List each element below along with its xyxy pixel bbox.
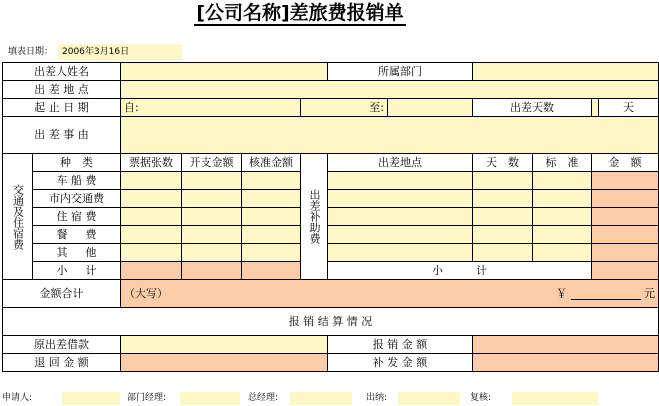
allowance-standard-cell[interactable] [533, 190, 592, 208]
purpose-label: 出 差 事 由 [3, 117, 121, 154]
spent-cell[interactable] [182, 208, 242, 226]
approved-subtotal [242, 262, 301, 280]
form-title-text: [公司名称]差旅费报销单 [196, 2, 404, 24]
receipts-cell[interactable] [121, 208, 182, 226]
settlement-heading: 报 销 结 算 情 况 [3, 308, 659, 336]
allowance-amount-cell [592, 190, 659, 208]
approved-cell[interactable] [242, 226, 301, 244]
allowance-standard-cell[interactable] [533, 244, 592, 262]
date-from-field[interactable] [121, 99, 301, 117]
location-field[interactable] [121, 81, 659, 99]
allowance-standard-header: 标 准 [533, 154, 592, 172]
expense-header-row [3, 154, 659, 172]
receipts-cell[interactable] [121, 226, 182, 244]
allowance-standard-cell[interactable] [533, 226, 592, 244]
receipts-subtotal [121, 262, 182, 280]
expense-item-row [3, 244, 659, 262]
period-row [3, 99, 659, 117]
traveler-row [3, 63, 659, 81]
dept-manager-field[interactable] [180, 392, 240, 405]
expense-form-table [2, 62, 659, 372]
spent-cell[interactable] [182, 244, 242, 262]
settlement-row [3, 336, 659, 354]
allowance-days-cell[interactable] [473, 244, 533, 262]
total-label: 金额合计 [3, 280, 121, 308]
item-label: 其 他 [33, 244, 121, 262]
item-label: 车 船 费 [33, 172, 121, 190]
approved-cell[interactable] [242, 244, 301, 262]
spent-subtotal [182, 262, 242, 280]
dept-manager-label: 部门经理: [127, 393, 167, 403]
reviewer-field[interactable] [512, 392, 598, 405]
yen-symbol: ￥ [556, 286, 567, 300]
refund-field [121, 354, 328, 372]
date-label: 填表日期： [8, 47, 54, 57]
yuan-unit: 元 [644, 286, 655, 300]
allowance-amount-cell [592, 172, 659, 190]
date-field[interactable]: 2006年3月16日 [58, 44, 182, 60]
allowance-standard-cell[interactable] [533, 172, 592, 190]
subtotal-row [3, 262, 659, 280]
signature-footer [0, 392, 600, 406]
cashier-field[interactable] [398, 392, 460, 405]
item-label: 餐 费 [33, 226, 121, 244]
receipts-cell[interactable] [121, 244, 182, 262]
allowance-days-cell[interactable] [473, 208, 533, 226]
gm-field[interactable] [290, 392, 352, 405]
department-label: 所属部门 [328, 63, 473, 81]
reimburse-label: 报 销 金 额 [328, 336, 473, 354]
days-field[interactable] [592, 99, 599, 117]
allowance-days-cell[interactable] [473, 172, 533, 190]
from-label: 自: [124, 100, 139, 114]
receipts-cell[interactable] [121, 172, 182, 190]
approved-cell[interactable] [242, 172, 301, 190]
approved-header: 核准金额 [242, 154, 301, 172]
allowance-amount-cell [592, 208, 659, 226]
item-label: 市内交通费 [33, 190, 121, 208]
approved-cell[interactable] [242, 208, 301, 226]
allowance-location-cell[interactable] [328, 208, 473, 226]
total-field [121, 280, 659, 308]
advance-field[interactable] [121, 336, 328, 354]
purpose-row [3, 117, 659, 154]
item-label: 住 宿 费 [33, 208, 121, 226]
capital-label: （大写） [124, 286, 168, 300]
total-amount-line [571, 287, 641, 300]
form-title [0, 0, 600, 30]
allowance-days-cell[interactable] [473, 226, 533, 244]
expense-item-row [3, 172, 659, 190]
allowance-section-label: 出差补助费 [301, 154, 328, 280]
allowance-location-cell[interactable] [328, 244, 473, 262]
department-field[interactable] [473, 63, 659, 81]
expense-item-row [3, 190, 659, 208]
allowance-days-header: 天 数 [473, 154, 533, 172]
expense-item-row [3, 208, 659, 226]
allowance-location-header: 出差地点 [328, 154, 473, 172]
spent-cell[interactable] [182, 172, 242, 190]
spent-header: 开支金额 [182, 154, 242, 172]
reviewer-label: 复核: [470, 393, 492, 403]
settlement-row [3, 354, 659, 372]
cashier-label: 出纳: [366, 393, 388, 403]
receipts-cell[interactable] [121, 190, 182, 208]
spent-cell[interactable] [182, 190, 242, 208]
reimburse-field [473, 336, 659, 354]
day-unit: 天 [599, 99, 659, 117]
allowance-standard-cell[interactable] [533, 208, 592, 226]
to-label: 至: [301, 99, 388, 117]
receipts-header: 票据张数 [121, 154, 182, 172]
allowance-location-cell[interactable] [328, 190, 473, 208]
allowance-amount-cell [592, 226, 659, 244]
supplement-field [473, 354, 659, 372]
period-label: 起 止 日 期 [3, 99, 121, 117]
traveler-label: 出差人姓名 [3, 63, 121, 81]
purpose-field[interactable] [121, 117, 659, 154]
allowance-subtotal [592, 262, 659, 280]
traveler-name-field[interactable] [121, 63, 328, 81]
transport-subtotal-label: 小 计 [33, 262, 121, 280]
location-row [3, 81, 659, 99]
allowance-subtotal-label: 小 计 [328, 262, 592, 280]
location-label: 出 差 地 点 [3, 81, 121, 99]
expense-item-row [3, 226, 659, 244]
applicant-label: 申请人: [2, 393, 33, 403]
allowance-location-cell[interactable] [328, 172, 473, 190]
applicant-field[interactable] [62, 392, 120, 405]
transport-section-label: 交通及住宿费 [3, 154, 33, 280]
allowance-amount-cell [592, 244, 659, 262]
spent-cell[interactable] [182, 226, 242, 244]
allowance-amount-header: 金 额 [592, 154, 659, 172]
allowance-location-cell[interactable] [328, 226, 473, 244]
days-label: 出差天数 [473, 99, 592, 117]
supplement-label: 补 发 金 额 [328, 354, 473, 372]
date-to-field[interactable] [388, 99, 473, 117]
advance-label: 原出差借款 [3, 336, 121, 354]
approved-cell[interactable] [242, 190, 301, 208]
gm-label: 总经理: [248, 393, 279, 403]
allowance-days-cell[interactable] [473, 190, 533, 208]
type-header: 种 类 [33, 154, 121, 172]
settlement-heading-row [3, 308, 659, 336]
total-row [3, 280, 659, 308]
refund-label: 退 回 金 额 [3, 354, 121, 372]
